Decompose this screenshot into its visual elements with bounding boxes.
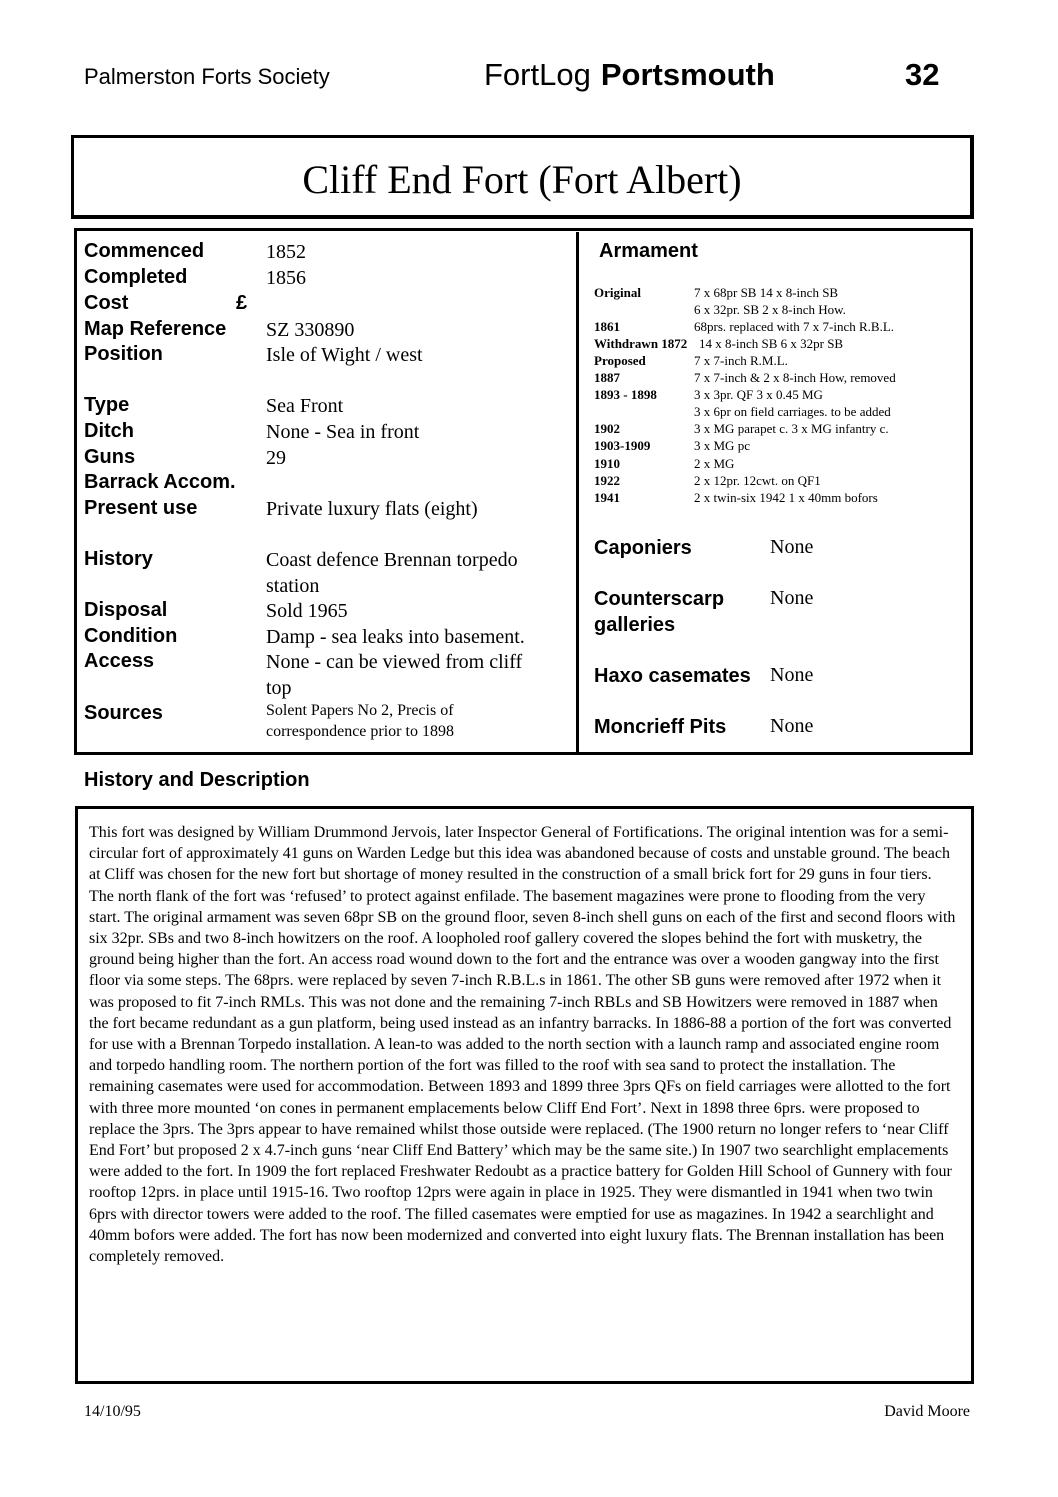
condition-label: Condition xyxy=(84,625,178,647)
armament-period: 1861 xyxy=(594,319,620,334)
commenced-label: Commenced xyxy=(84,240,205,262)
position-label: Position xyxy=(84,343,163,365)
history-label: History xyxy=(84,548,153,570)
armament-detail: 3 x 6pr on field carriages. to be added xyxy=(694,404,891,419)
history-value-line1: Coast defence Brennan torpedo xyxy=(266,549,518,571)
society-name: Palmerston Forts Society xyxy=(84,64,330,89)
access-label: Access xyxy=(84,650,155,672)
mapref-label: Map Reference xyxy=(84,318,227,340)
armament-detail: 68prs. replaced with 7 x 7-inch R.B.L. xyxy=(694,319,895,334)
armament-period: Proposed xyxy=(594,353,646,368)
armament-period: 1922 xyxy=(594,473,620,488)
armament-period: Original xyxy=(594,285,641,300)
disposal-label: Disposal xyxy=(84,599,168,621)
barrack-label: Barrack Accom. xyxy=(84,471,236,493)
armament-detail: 3 x 3pr. QF 3 x 0.45 MG xyxy=(694,387,823,402)
guns-label: Guns xyxy=(84,446,136,468)
ditch-label: Ditch xyxy=(84,420,134,442)
cost-currency: £ xyxy=(236,292,248,314)
column-divider xyxy=(576,232,579,752)
moncrieff-value: None xyxy=(770,715,814,737)
type-label: Type xyxy=(84,394,130,416)
armament-detail: 2 x 12pr. 12cwt. on QF1 xyxy=(694,473,821,488)
completed-value: 1856 xyxy=(266,267,306,289)
armament-period: Withdrawn 1872 xyxy=(594,336,688,351)
history-value-line2: station xyxy=(266,575,320,597)
armament-detail: 2 x MG xyxy=(694,456,735,471)
armament-detail: 3 x MG pc xyxy=(694,438,750,453)
armament-period: 1903-1909 xyxy=(594,438,651,453)
type-value: Sea Front xyxy=(266,395,344,417)
present-use-label: Present use xyxy=(84,497,198,519)
sources-label: Sources xyxy=(84,702,163,724)
footer-author: David Moore xyxy=(884,1403,970,1420)
guns-value: 29 xyxy=(266,447,286,469)
commenced-value: 1852 xyxy=(266,241,306,263)
armament-detail: 7 x 7-inch R.M.L. xyxy=(694,353,788,368)
armament-period: 1893 - 1898 xyxy=(594,387,657,402)
access-value-line1: None - can be viewed from cliff xyxy=(266,651,523,673)
counterscarp-label-line2: galleries xyxy=(594,614,676,636)
sources-value-line1: Solent Papers No 2, Precis of xyxy=(266,702,454,719)
moncrieff-label: Moncrieff Pits xyxy=(594,716,727,738)
fortlog-heading xyxy=(484,57,775,93)
description-text: This fort was designed by William Drummond Jervois, later Inspector General of Fortifications. The original intention was for a semi-circular fort of approximately 41 guns on Warden Ledge but this idea was abandoned because of costs and unstable ground. The beach at Cliff was chosen for the new fort but shortage of money resulted in the construction of a small brick fort for 29 guns in four tiers. The north flank of the fort was ‘refused’ to protect against enfilade. The basement magazines were prone to flooding from the very start. The original armament was seven 68pr SB on the ground floor, seven 8-inch shell guns on each of the first and second floors with six 32pr. SBs and two 8-inch howitzers on the roof. A loopholed roof gallery covered the slopes behind the fort with musketry, the ground being higher than the fort. An access road wound down to the fort and the entrance was over a wooden gangway into the first floor via some steps. The 68prs. were replaced by seven 7-inch R.B.L.s in 1861. The other SB guns were removed after 1972 when it was proposed to fit 7-inch RMLs. This was not done and the remaining 7-inch RBLs and SB Howitzers were removed in 1887 when the fort became redundant as a gun platform, being used instead as an infantry barracks. In 1886-88 a portion of the fort was converted for use with a Brennan Torpedo installation. A lean-to was added to the north section with a launch ramp and associated engine room and torpedo handling room. The northern portion of the fort was filled to the roof with sea sand to protect the installation. The remaining casemates were used for accommodation. Between 1893 and 1899 three 3prs QFs on field carriages were allotted to the fort with three more mounted ‘on cones in permanent emplacements below Cliff End Fort’. Next in 1898 three 6prs. were proposed to replace the 3prs. The 3prs appear to have remained whilst those outside were replaced. (The 1900 return no longer refers to ‘near Cliff End Fort’ but proposed 2 x 4.7-inch guns ‘near Cliff End Battery’ which may be the same site.) In 1907 two searchlight emplacements were added to the fort. In 1909 the fort replaced Freshwater Redoubt as a practice battery for Golden Hill School of Gunnery with four rooftop 12prs. in place until 1915-16. Two rooftop 12prs were again in place in 1925. They were dismantled in 1941 when two twin 6prs with director towers were added to the roof. The filled casemates were emptied for use as magazines. In 1942 a searchlight and 40mm bofors were added. The fort has now been modernized and converted into eight luxury flats. The Brennan installation has been completely removed. xyxy=(89,824,956,1266)
armament-period: 1887 xyxy=(594,370,620,385)
counterscarp-value: None xyxy=(770,587,814,609)
cost-label: Cost xyxy=(84,292,129,314)
fortlog-label: FortLog xyxy=(484,57,591,92)
disposal-value: Sold 1965 xyxy=(266,600,348,622)
title-box xyxy=(71,135,974,219)
history-description-title: History and Description xyxy=(84,769,310,791)
sources-value-line2: correspondence prior to 1898 xyxy=(266,723,454,740)
caponiers-value: None xyxy=(770,536,814,558)
page-title: Cliff End Fort (Fort Albert) xyxy=(302,157,742,202)
armament-period: 1910 xyxy=(594,456,620,471)
armament-detail: 3 x MG parapet c. 3 x MG infantry c. xyxy=(694,421,889,436)
armament-detail: 2 x twin-six 1942 1 x 40mm bofors xyxy=(694,490,878,505)
footer-date: 14/10/95 xyxy=(84,1403,141,1420)
haxo-label: Haxo casemates xyxy=(594,665,751,687)
caponiers-label: Caponiers xyxy=(594,537,692,559)
counterscarp-label-line1: Counterscarp xyxy=(594,588,725,610)
present-use-value: Private luxury flats (eight) xyxy=(266,498,478,520)
position-value: Isle of Wight / west xyxy=(266,344,423,366)
armament-period: 1902 xyxy=(594,421,620,436)
location-label: Portsmouth xyxy=(600,57,775,92)
armament-detail: 14 x 8-inch SB 6 x 32pr SB xyxy=(699,336,844,351)
armament-detail: 7 x 7-inch & 2 x 8-inch How, removed xyxy=(694,370,896,385)
armament-detail: 7 x 68pr SB 14 x 8-inch SB xyxy=(694,285,839,300)
haxo-value: None xyxy=(770,664,814,686)
page-number: 32 xyxy=(905,57,940,92)
armament-detail: 6 x 32pr. SB 2 x 8-inch How. xyxy=(694,302,846,317)
condition-value: Damp - sea leaks into basement. xyxy=(266,626,525,648)
access-value-line2: top xyxy=(266,677,292,699)
armament-title: Armament xyxy=(599,240,698,262)
mapref-value: SZ 330890 xyxy=(266,319,355,341)
ditch-value: None - Sea in front xyxy=(266,421,420,443)
armament-period: 1941 xyxy=(594,490,620,505)
completed-label: Completed xyxy=(84,266,188,288)
